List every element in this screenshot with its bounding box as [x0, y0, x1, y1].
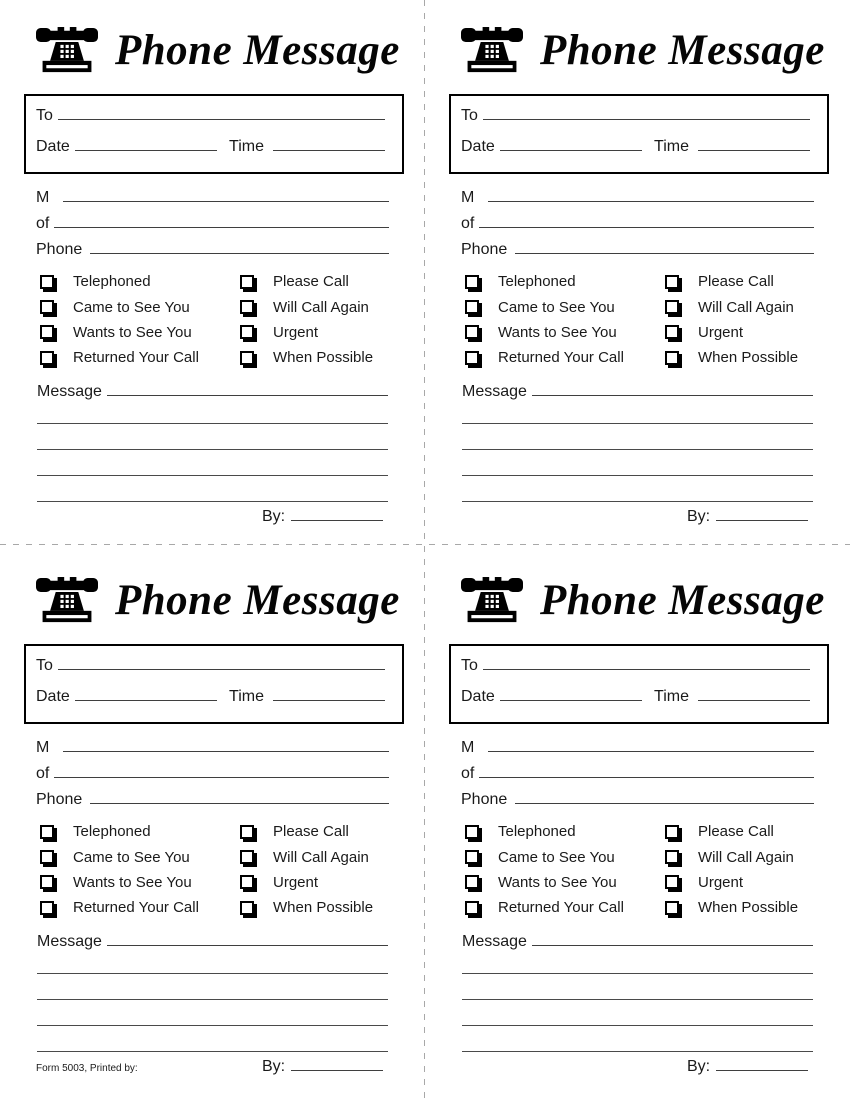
phone-label: Phone [461, 241, 508, 258]
phone-icon [36, 577, 98, 624]
to-label: To [36, 107, 53, 124]
of-row [36, 214, 389, 240]
checkbox-label: Returned Your Call [73, 349, 199, 367]
phone-message-slip [0, 550, 425, 1100]
checkbox[interactable] [465, 351, 479, 365]
checkbox-item-will-call-again [665, 844, 817, 869]
checkbox-label: Please Call [273, 823, 349, 841]
checkbox[interactable] [665, 875, 679, 889]
slip-title: Phone Message [115, 26, 400, 74]
phone-row [36, 790, 389, 816]
slip-title: Phone Message [540, 576, 825, 624]
of-input-line[interactable] [54, 214, 389, 228]
checkbox-label: Please Call [698, 823, 774, 841]
to-label: To [36, 657, 53, 674]
phone-input-line[interactable] [90, 790, 389, 804]
slip-title: Phone Message [540, 26, 825, 74]
recipient-box [449, 644, 829, 724]
checkbox[interactable] [40, 850, 54, 864]
checkbox-grid [465, 269, 817, 371]
slip-cell-bottom-left [0, 550, 425, 1100]
checkbox[interactable] [240, 850, 254, 864]
phone-label: Phone [461, 791, 508, 808]
checkbox-label: Urgent [698, 873, 744, 891]
slip-cell-bottom-right [425, 550, 850, 1100]
of-row [36, 764, 389, 790]
checkbox-item-came-to-see-you [40, 294, 240, 319]
checkbox-label: Came to See You [498, 298, 615, 316]
phone-row [36, 240, 389, 266]
date-label: Date [36, 688, 70, 705]
checkbox-item-when-possible [665, 345, 817, 370]
checkbox-item-will-call-again [240, 844, 392, 869]
date-time-row [36, 687, 385, 718]
message-row [462, 932, 813, 948]
checkbox-label: Wants to See You [498, 323, 617, 341]
checkbox-label: Returned Your Call [498, 349, 624, 367]
to-row [36, 106, 385, 137]
phone-row [461, 240, 814, 266]
time-input-line[interactable] [698, 687, 810, 701]
by-input-line[interactable] [291, 507, 383, 521]
phone-icon [36, 27, 98, 74]
slip-cell-top-right [425, 0, 850, 550]
checkbox-grid [465, 819, 817, 921]
checkbox-item-returned-your-call [40, 895, 240, 920]
message-row [462, 382, 813, 398]
message-line[interactable] [462, 974, 813, 1000]
message-input-line[interactable] [532, 382, 813, 396]
checkbox-item-when-possible [240, 345, 392, 370]
message-line[interactable] [462, 398, 813, 424]
by-row [262, 1057, 383, 1076]
phone-icon [461, 27, 523, 74]
time-input-line[interactable] [273, 687, 385, 701]
checkbox[interactable] [665, 825, 679, 839]
checkbox-grid [40, 269, 392, 371]
phone-input-line[interactable] [90, 240, 389, 254]
horizontal-cut-line [0, 544, 850, 545]
to-input-line[interactable] [58, 106, 385, 120]
slip-header [36, 572, 400, 628]
slip-header [36, 22, 400, 78]
phone-input-line[interactable] [515, 240, 814, 254]
checkbox-item-telephoned [465, 819, 665, 844]
checkbox-label: Please Call [698, 273, 774, 291]
message-line[interactable] [37, 1026, 388, 1052]
by-input-line[interactable] [716, 1057, 808, 1071]
checkbox-item-wants-to-see-you [40, 870, 240, 895]
message-row [37, 382, 388, 398]
checkbox[interactable] [240, 875, 254, 889]
checkbox-item-returned-your-call [465, 895, 665, 920]
message-line[interactable] [37, 424, 388, 450]
by-input-line[interactable] [291, 1057, 383, 1071]
checkbox-item-urgent [240, 870, 392, 895]
time-input-line[interactable] [273, 137, 385, 151]
by-row [687, 1057, 808, 1076]
checkbox[interactable] [240, 351, 254, 365]
checkbox[interactable] [465, 875, 479, 889]
to-input-line[interactable] [483, 106, 810, 120]
checkbox-item-returned-your-call [40, 345, 240, 370]
caller-fields [36, 738, 389, 816]
by-input-line[interactable] [716, 507, 808, 521]
checkbox-label: Telephoned [498, 823, 576, 841]
time-input-line[interactable] [698, 137, 810, 151]
message-row [37, 932, 388, 948]
checkbox[interactable] [240, 275, 254, 289]
message-input-line[interactable] [107, 382, 388, 396]
of-input-line[interactable] [479, 214, 814, 228]
message-label: Message [37, 383, 102, 400]
m-input-line[interactable] [63, 738, 389, 752]
checkbox-item-returned-your-call [465, 345, 665, 370]
phone-label: Phone [36, 791, 83, 808]
checkbox-label: Urgent [273, 873, 319, 891]
message-line[interactable] [37, 1000, 388, 1026]
date-input-line[interactable] [75, 137, 217, 151]
time-label: Time [229, 138, 264, 155]
message-line[interactable] [37, 476, 388, 502]
checkbox-item-came-to-see-you [40, 844, 240, 869]
checkbox-grid [40, 819, 392, 921]
phone-input-line[interactable] [515, 790, 814, 804]
checkbox-label: Urgent [698, 323, 744, 341]
m-label: M [36, 189, 50, 206]
checkbox-item-urgent [665, 320, 817, 345]
message-label: Message [37, 933, 102, 950]
message-line[interactable] [462, 948, 813, 974]
checkbox[interactable] [465, 325, 479, 339]
checkbox-label: Telephoned [498, 273, 576, 291]
checkbox[interactable] [665, 901, 679, 915]
m-input-line[interactable] [63, 188, 389, 202]
checkbox[interactable] [40, 325, 54, 339]
message-input-line[interactable] [107, 932, 388, 946]
date-time-row [461, 137, 810, 168]
of-input-line[interactable] [54, 764, 389, 778]
slip-title: Phone Message [115, 576, 400, 624]
checkbox-label: Urgent [273, 323, 319, 341]
checkbox-item-when-possible [665, 895, 817, 920]
m-row [461, 188, 814, 214]
phone-message-slip [0, 0, 425, 550]
of-label: of [461, 765, 475, 782]
checkbox-item-wants-to-see-you [465, 320, 665, 345]
checkbox[interactable] [240, 300, 254, 314]
checkbox[interactable] [465, 825, 479, 839]
by-row [687, 507, 808, 526]
checkbox-item-please-call [240, 269, 392, 294]
checkbox-label: When Possible [698, 899, 799, 917]
checkbox-item-wants-to-see-you [40, 320, 240, 345]
recipient-box [24, 644, 404, 724]
to-row [461, 656, 810, 687]
message-label: Message [462, 383, 527, 400]
message-line[interactable] [37, 948, 388, 974]
to-row [461, 106, 810, 137]
message-label: Message [462, 933, 527, 950]
m-label: M [36, 739, 50, 756]
m-row [36, 738, 389, 764]
checkbox-label: Wants to See You [73, 873, 192, 891]
checkbox-label: Returned Your Call [73, 899, 199, 917]
recipient-box [449, 94, 829, 174]
checkbox[interactable] [665, 300, 679, 314]
message-line[interactable] [462, 424, 813, 450]
checkbox-item-when-possible [240, 895, 392, 920]
m-label: M [461, 739, 475, 756]
of-label: of [36, 765, 50, 782]
checkbox[interactable] [40, 825, 54, 839]
checkbox-item-wants-to-see-you [465, 870, 665, 895]
by-label: By: [687, 508, 711, 525]
date-label: Date [461, 688, 495, 705]
checkbox[interactable] [465, 850, 479, 864]
checkbox-item-will-call-again [665, 294, 817, 319]
checkbox-label: Wants to See You [498, 873, 617, 891]
message-line[interactable] [462, 450, 813, 476]
phone-row [461, 790, 814, 816]
checkbox-item-please-call [665, 819, 817, 844]
of-label: of [461, 215, 475, 232]
by-label: By: [262, 1058, 286, 1075]
to-label: To [461, 107, 478, 124]
of-label: of [36, 215, 50, 232]
message-input-line[interactable] [532, 932, 813, 946]
checkbox-label: Came to See You [498, 848, 615, 866]
checkbox[interactable] [665, 351, 679, 365]
caller-fields [461, 738, 814, 816]
date-input-line[interactable] [75, 687, 217, 701]
checkbox-label: Came to See You [73, 848, 190, 866]
checkbox[interactable] [40, 351, 54, 365]
message-line[interactable] [37, 398, 388, 424]
message-line[interactable] [462, 1000, 813, 1026]
checkbox[interactable] [240, 825, 254, 839]
message-area [37, 932, 388, 1052]
checkbox[interactable] [40, 300, 54, 314]
slip-header [461, 572, 825, 628]
checkbox-label: Will Call Again [273, 848, 369, 866]
slip-header [461, 22, 825, 78]
checkbox-label: When Possible [698, 349, 799, 367]
checkbox-item-came-to-see-you [465, 294, 665, 319]
checkbox[interactable] [465, 275, 479, 289]
checkbox-label: Will Call Again [698, 848, 794, 866]
checkbox-label: Returned Your Call [498, 899, 624, 917]
date-input-line[interactable] [500, 687, 642, 701]
checkbox[interactable] [465, 901, 479, 915]
checkbox-item-urgent [665, 870, 817, 895]
message-area [37, 382, 388, 502]
form-number-note: Form 5003, Printed by: [36, 1063, 138, 1074]
phone-message-slip [425, 550, 850, 1100]
checkbox-label: Will Call Again [273, 298, 369, 316]
checkbox-label: Will Call Again [698, 298, 794, 316]
date-time-row [36, 137, 385, 168]
message-line[interactable] [37, 450, 388, 476]
m-label: M [461, 189, 475, 206]
m-row [36, 188, 389, 214]
checkbox[interactable] [40, 901, 54, 915]
to-input-line[interactable] [483, 656, 810, 670]
checkbox-item-will-call-again [240, 294, 392, 319]
message-line[interactable] [462, 1026, 813, 1052]
checkbox[interactable] [465, 300, 479, 314]
date-label: Date [36, 138, 70, 155]
checkbox-item-telephoned [40, 269, 240, 294]
message-line[interactable] [37, 974, 388, 1000]
slip-cell-top-left [0, 0, 425, 550]
checkbox-label: Please Call [273, 273, 349, 291]
recipient-box [24, 94, 404, 174]
to-input-line[interactable] [58, 656, 385, 670]
date-input-line[interactable] [500, 137, 642, 151]
checkbox-label: Came to See You [73, 298, 190, 316]
m-input-line[interactable] [488, 738, 814, 752]
time-label: Time [654, 138, 689, 155]
by-row [262, 507, 383, 526]
checkbox[interactable] [40, 875, 54, 889]
time-label: Time [654, 688, 689, 705]
time-label: Time [229, 688, 264, 705]
checkbox-label: Telephoned [73, 273, 151, 291]
caller-fields [36, 188, 389, 266]
checkbox[interactable] [665, 325, 679, 339]
checkbox-item-telephoned [40, 819, 240, 844]
checkbox[interactable] [240, 901, 254, 915]
of-input-line[interactable] [479, 764, 814, 778]
vertical-cut-line [424, 0, 425, 1100]
message-area [462, 382, 813, 502]
checkbox-item-please-call [240, 819, 392, 844]
by-label: By: [262, 508, 286, 525]
message-area [462, 932, 813, 1052]
caller-fields [461, 188, 814, 266]
checkbox[interactable] [665, 850, 679, 864]
message-line[interactable] [462, 476, 813, 502]
checkbox-item-please-call [665, 269, 817, 294]
to-row [36, 656, 385, 687]
date-time-row [461, 687, 810, 718]
checkbox-item-came-to-see-you [465, 844, 665, 869]
to-label: To [461, 657, 478, 674]
of-row [461, 764, 814, 790]
date-label: Date [461, 138, 495, 155]
checkbox[interactable] [40, 275, 54, 289]
phone-icon [461, 577, 523, 624]
checkbox-label: Wants to See You [73, 323, 192, 341]
checkbox-label: Telephoned [73, 823, 151, 841]
checkbox[interactable] [240, 325, 254, 339]
m-input-line[interactable] [488, 188, 814, 202]
checkbox[interactable] [665, 275, 679, 289]
checkbox-item-urgent [240, 320, 392, 345]
by-label: By: [687, 1058, 711, 1075]
m-row [461, 738, 814, 764]
checkbox-label: When Possible [273, 899, 374, 917]
checkbox-label: When Possible [273, 349, 374, 367]
checkbox-item-telephoned [465, 269, 665, 294]
phone-message-slip [425, 0, 850, 550]
phone-label: Phone [36, 241, 83, 258]
of-row [461, 214, 814, 240]
